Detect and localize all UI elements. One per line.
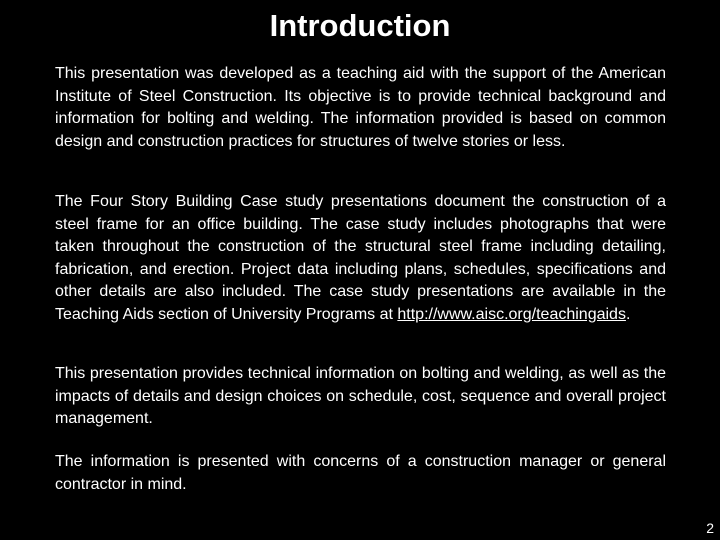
intro-paragraph: This presentation was developed as a teaching aid with the support of the American Institute of Steel Construction. Its objective is to provide technical background and information for bolting and welding. The information provided is based on common design and construction practices for structures of twelve stories or less. xyxy=(55,65,666,150)
slide-title: Introduction xyxy=(269,8,451,43)
case-study-period: . xyxy=(625,305,631,323)
technical-info-paragraph: This presentation provides technical information on bolting and welding, as well as the impacts of details and design choices on schedule, cost, sequence and overall project management. xyxy=(55,365,666,427)
audience-paragraph: The information is presented with concerns of a construction manager or general contractor in mind. xyxy=(55,453,666,493)
page-number: 2 xyxy=(706,520,714,536)
case-study-paragraph xyxy=(55,191,666,326)
teaching-aids-link[interactable]: http://www.aisc.org/teachingaids xyxy=(397,305,626,323)
case-study-text: The Four Story Building Case study presentations document the construction of a steel frame for an office building. The case study includes photographs that were taken throughout the construction of the structural steel frame including detailing, fabrication, and erection. Project data including plans, schedules, specifications and other details are also included. The case study presentations are available in the Teaching Aids section of University Programs at xyxy=(55,193,666,323)
